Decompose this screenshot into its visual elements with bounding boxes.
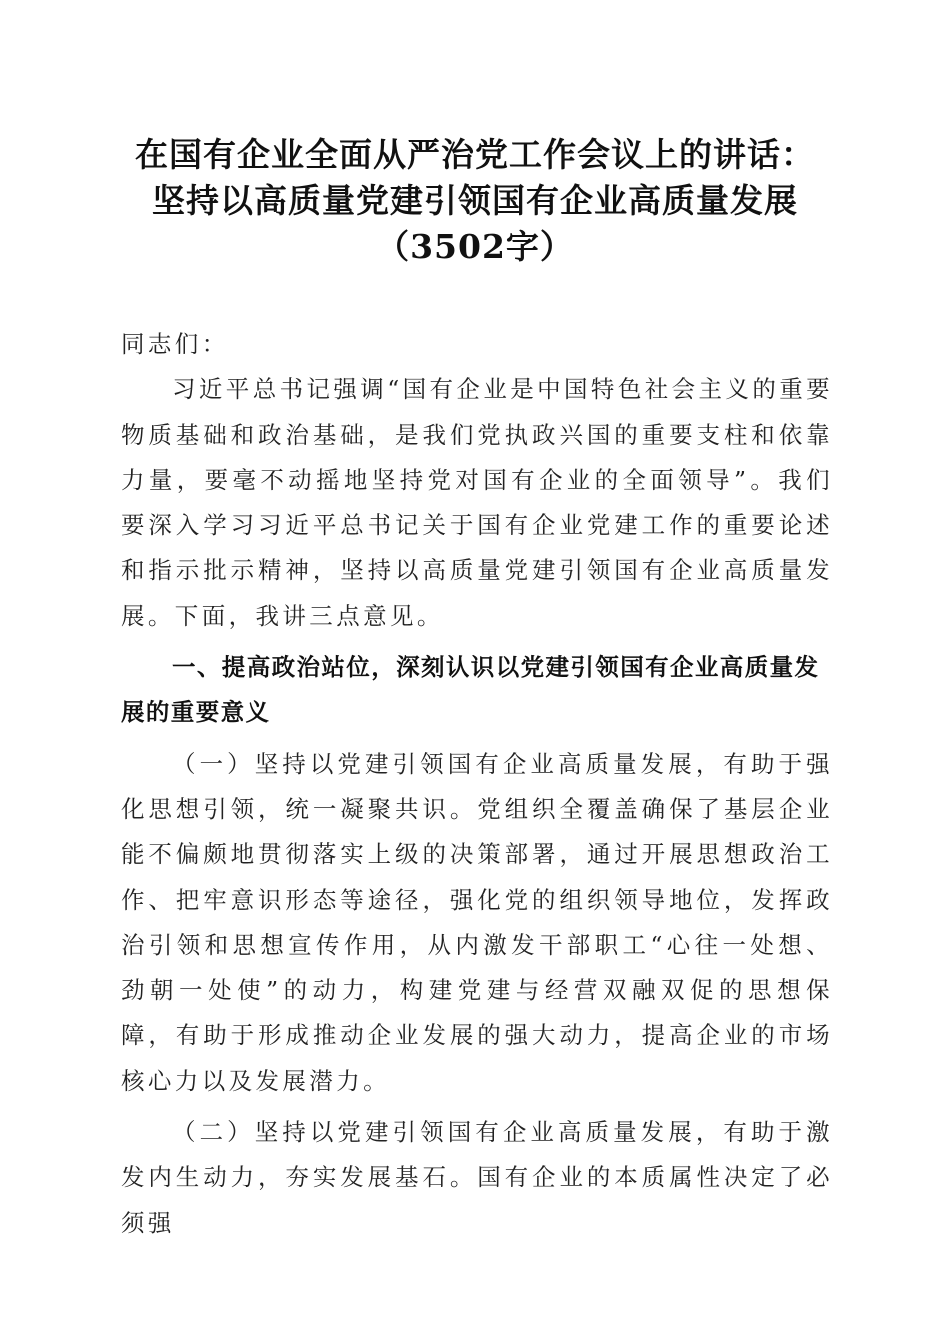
paragraph-2: （二）坚持以党建引领国有企业高质量发展，有助于激发内生动力，夯实发展基石。国有企业的本质属性决定了必须强 (121, 1118, 833, 1237)
title-line-3-word-count: （3502字） (376, 227, 574, 266)
document-title (110, 132, 840, 270)
document-body (121, 322, 833, 1246)
title-line-2: 坚持以高质量党建引领国有企业高质量发展 (152, 181, 798, 220)
intro-paragraph: 习近平总书记强调“国有企业是中国特色社会主义的重要物质基础和政治基础，是我们党执政兴国的重要支柱和依靠力量，要毫不动摇地坚持党对国有企业的全面领导”。我们要深入学习习近平总书记关于国有企业党建工作的重要论述和指示批示精神，坚持以高质量党建引领国有企业高质量发展。下面，我讲三点意见。 (121, 375, 834, 630)
paragraph-1: （一）坚持以党建引领国有企业高质量发展，有助于强化思想引领，统一凝聚共识。党组织全覆盖确保了基层企业能不偏颇地贯彻落实上级的决策部署，通过开展思想政治工作、把牢意识形态等途径，强化党的组织领导地位，发挥政治引领和思想宣传作用，从内激发干部职工“心往一处想、劲朝一处使”的动力，构建党建与经营双融双促的思想保障，有助于形成推动企业发展的强大动力，提高企业的市场核心力以及发展潜力。 (121, 749, 833, 1095)
greeting: 同志们： (121, 330, 229, 358)
section-heading-1: 一、提高政治站位，深刻认识以党建引领国有企业高质量发展的重要意义 (121, 653, 820, 727)
title-line-1: 在国有企业全面从严治党工作会议上的讲话： (135, 135, 815, 174)
